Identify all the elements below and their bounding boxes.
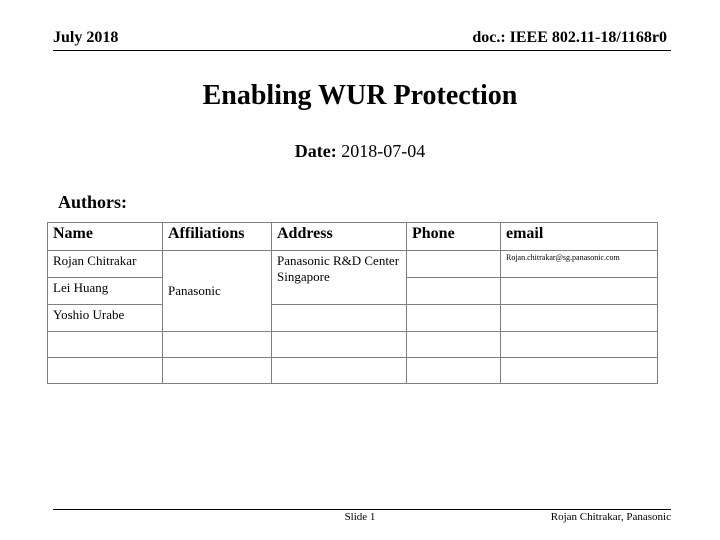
column-header-name: Name <box>48 223 163 251</box>
author-email: Rojan.chitrakar@sg.panasonic.com <box>501 251 658 278</box>
empty-cell <box>407 358 501 384</box>
footer-author: Rojan Chitrakar, Panasonic <box>550 511 671 523</box>
column-header-email: email <box>501 223 658 251</box>
author-address-empty <box>272 305 407 332</box>
author-name: Rojan Chitrakar <box>48 251 163 278</box>
author-phone <box>407 278 501 305</box>
author-affiliation: Panasonic <box>163 251 272 332</box>
author-address: Panasonic R&D Center Singapore <box>272 251 407 305</box>
author-name: Yoshio Urabe <box>48 305 163 332</box>
author-phone <box>407 251 501 278</box>
empty-cell <box>501 332 658 358</box>
footer-divider <box>53 509 671 510</box>
date-line <box>0 141 720 162</box>
table-row-empty <box>48 358 658 384</box>
date-value: 2018-07-04 <box>341 141 426 161</box>
slide-title: Enabling WUR Protection <box>202 80 518 111</box>
header-divider <box>53 50 671 51</box>
table-row <box>48 251 658 278</box>
column-header-affiliations: Affiliations <box>163 223 272 251</box>
header-doc-id: doc.: IEEE 802.11-18/1168r0 <box>472 29 667 46</box>
author-email <box>501 305 658 332</box>
author-phone <box>407 305 501 332</box>
empty-cell <box>163 358 272 384</box>
empty-cell <box>48 358 163 384</box>
date-label: Date: <box>294 141 337 161</box>
author-name: Lei Huang <box>48 278 163 305</box>
column-header-address: Address <box>272 223 407 251</box>
empty-cell <box>272 358 407 384</box>
author-email <box>501 278 658 305</box>
empty-cell <box>501 358 658 384</box>
empty-cell <box>163 332 272 358</box>
column-header-phone: Phone <box>407 223 501 251</box>
table-row <box>48 305 658 332</box>
empty-cell <box>48 332 163 358</box>
table-header-row <box>48 223 658 251</box>
empty-cell <box>272 332 407 358</box>
table-row-empty <box>48 332 658 358</box>
authors-table <box>47 222 658 384</box>
header-date: July 2018 <box>53 29 119 46</box>
slide-number: Slide 1 <box>344 511 376 523</box>
empty-cell <box>407 332 501 358</box>
authors-heading: Authors: <box>58 192 128 212</box>
